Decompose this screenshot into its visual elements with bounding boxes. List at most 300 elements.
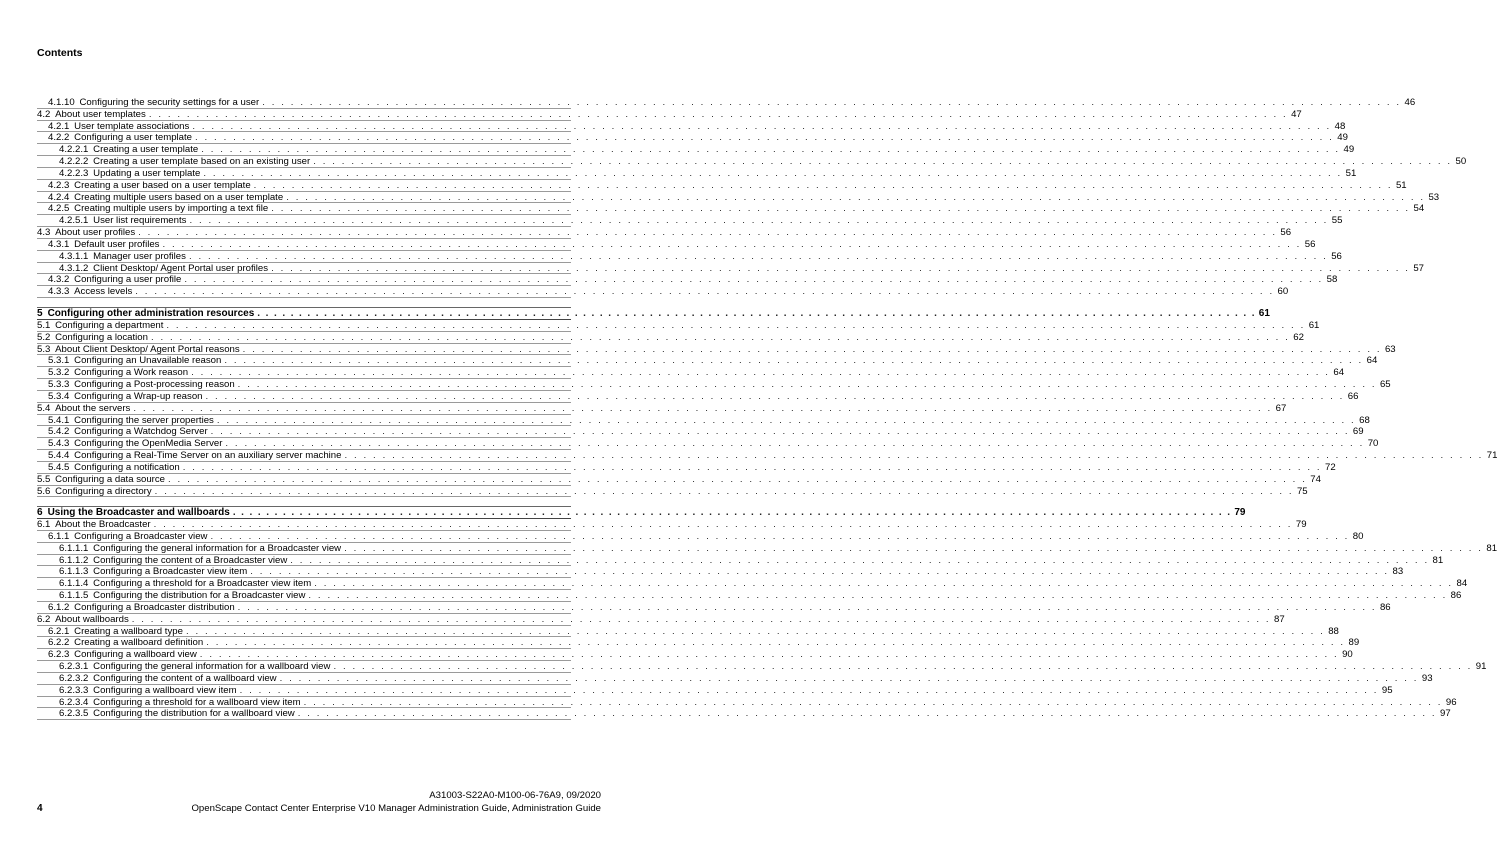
toc-entry-page: 55 [1331,215,1343,227]
toc-entry-title: Configuring the content of a wallboard view [93,672,277,684]
dot-leader: . . . . . . . . . . . . . . . . . . . . . . . . . . . . . . . . . . . . . . . . . . . . . . . . . . . . . . . . . . . . . . . . . . . . . . . . . . . . . . . . . . . . . . . . . . . . . . . . . . . . . . . . . . . . . . . . . . . . . . . . [191,367,1331,379]
toc-entry-page: 54 [1413,203,1425,215]
toc-entry-number: 4.3.3 [48,286,70,298]
toc-entry-page: 87 [1274,613,1285,625]
toc-entry-title: Configuring a threshold for a wallboard view item [93,696,301,708]
toc-entry-title: Configuring other administration resources [47,308,255,320]
toc-entry[interactable] [37,637,1360,649]
toc-entry-title: Creating a user based on a user template [74,179,251,191]
toc-entry-page: 67 [1275,402,1287,414]
toc-entry-title: Creating multiple users based on a user template [74,191,284,203]
toc-entry[interactable] [37,601,1391,614]
toc-entry-page: 63 [1384,343,1396,355]
toc-entry-title: About wallboards [55,613,129,625]
toc-entry-page: 91 [1475,661,1487,673]
toc-entry-label [59,697,301,709]
toc-entry-label [37,320,163,332]
dot-leader: . . . . . . . . . . . . . . . . . . . . . . . . . . . . . . . . . . . . . . . . . . . . . . . . . . . . . . . . . . . . . . . . . . . . . . . . . . . . . . . . . . . . . . . . . . . . . . . . . . . . . . . . . . . . . . . . . . . . . . . . [184,274,1324,286]
toc-entry-number: 6.1.1.3 [59,566,89,578]
toc-entry-page: 74 [1310,473,1321,485]
toc-entry[interactable] [37,625,1339,638]
toc-entry-title: About user templates [55,108,146,120]
document-title: OpenScape Contact Center Enterprise V10 Manager Administration Guide, Administration Guide [191,803,601,814]
toc-entry-label [48,203,268,215]
toc-entry[interactable] [37,438,1379,450]
toc-entry-page: 88 [1328,625,1339,637]
toc-entry-label [59,168,200,180]
toc-entry-number: 5.4.1 [48,414,70,426]
toc-entry-number: 4.3.2 [48,274,70,286]
toc-entry-title: Configuring a wallboard view item [93,684,237,696]
dot-leader: . . . . . . . . . . . . . . . . . . . . . . . . . . . . . . . . . . . . . . . . . . . . . . . . . . . . . . . . . . . . . . . . . . . . . . . . . . . . . . . . . . . . . . . . . . . . . . . . . . . . . . . . . . . . . . . . . . . . . . . . [135,286,1275,298]
toc-entry-page: 69 [1352,426,1364,438]
toc-entry-number: 5.4.3 [48,438,70,450]
toc-entry-label [48,391,203,403]
toc-entry-label [48,180,251,192]
toc-entry-number: 6.2.3.1 [59,661,89,673]
toc-entry-title: Default user profiles [74,238,160,250]
toc-entry-number: 5.4.5 [48,461,70,473]
toc-entry-page: 62 [1293,331,1304,343]
toc-entry-page: 56 [1304,238,1316,250]
toc-entry[interactable] [37,414,1370,427]
toc-entry-number: 5.3.4 [48,390,70,402]
dot-leader: . . . . . . . . . . . . . . . . . . . . . . . . . . . . . . . . . . . . . . . . . . . . . . . . . . . . . . . . . . . . . . . . . . . . . . . . . . . . . . . . . . . . . . . . . . . . . . . . . . . . . . . . . . . . . . . . . . . . . . . . [344,450,1484,462]
toc-entry-number: 4.1.10 [48,97,75,108]
dot-leader: . . . . . . . . . . . . . . . . . . . . . . . . . . . . . . . . . . . . . . . . . . . . . . . . . . . . . . . . . . . . . . . . . . . . . . . . . . . . . . . . . . . . . . . . . . . . . . . . . . . . . . . . . . . . . . . . . . . . . . . . [185,625,1325,637]
toc-entry-page: 64 [1366,355,1378,367]
toc-entry-page: 93 [1421,672,1433,684]
toc-entry-number: 4.2.2 [48,132,70,144]
toc-entry[interactable] [37,167,1357,180]
toc-entry-page: 58 [1326,274,1338,286]
dot-leader: . . . . . . . . . . . . . . . . . . . . . . . . . . . . . . . . . . . . . . . . . . . . . . . . . . . . . . . . . . . . . . . . . . . . . . . . . . . . . . . . . . . . . . . . . . . . . . . . . . . . . . . . . . . . . . . . . . . . . . . . [271,262,1411,274]
toc-entry[interactable] [37,661,1487,673]
toc-entry-label [59,566,247,578]
toc-entry[interactable] [37,390,1359,403]
toc-entry[interactable] [37,554,1444,567]
toc-entry-number: 5.1 [37,319,51,331]
toc-entry-title: Access levels [74,286,133,298]
toc-chapter-gap [37,497,571,507]
toc-entry-label [48,379,235,391]
toc-entry-label [37,332,148,344]
toc-entry-label [59,555,287,567]
toc-entry-title: Creating multiple users by importing a text file [74,203,269,215]
toc-entry-title: Creating a user template [93,144,199,156]
toc-entry-label [37,486,152,498]
toc-entry-number: 4.3.1 [48,238,70,250]
toc-entry[interactable] [37,426,1364,438]
toc-entry[interactable] [37,672,1433,685]
toc-entry-number: 4.3 [37,227,51,239]
toc-entry[interactable] [37,343,1396,356]
toc-entry[interactable] [37,367,1345,379]
dot-leader: . . . . . . . . . . . . . . . . . . . . . . . . . . . . . . . . . . . . . . . . . . . . . . . . . . . . . . . . . . . . . . . . . . . . . . . . . . . . . . . . . . . . . . . . . . . . . . . . . . . . . . . . . . . . . . . . . . . . . . . . [210,426,1350,438]
toc-entry-label [48,286,132,298]
toc-entry-page: 68 [1359,414,1370,426]
dot-leader: . . . . . . . . . . . . . . . . . . . . . . . . . . . . . . . . . . . . . . . . . . . . . . . . . . . . . . . . . . . . . . . . . . . . . . . . . . . . . . . . . . . . . . . . . . . . . . . . . . . . . . . . . . . . . . . . . . . . . . . . [166,319,1306,331]
toc-entry[interactable] [37,708,1451,720]
toc-entry-number: 4.2.5 [48,203,70,215]
toc-entry-title: Configuring the content of a Broadcaster view [93,554,288,566]
toc-entry-label [48,239,159,251]
toc-entry[interactable] [37,649,1353,661]
toc-entry-number: 4.2 [37,108,51,120]
toc-entry-title: User template associations [74,120,190,132]
toc-entry-number: 5.3 [37,343,51,355]
toc-entry[interactable] [37,250,1342,263]
toc-entry-page: 49 [1337,132,1348,144]
toc-entry-page: 66 [1347,390,1359,402]
toc-entry-label [59,263,268,275]
toc-entry-number: 6.2.2 [48,637,70,649]
toc-entry-number: 6.1 [37,519,51,531]
dot-leader: . . . . . . . . . . . . . . . . . . . . . . . . . . . . . . . . . . . . . . . . . . . . . . . . . . . . . . . . . . . . . . . . . . . . . . . . . . . . . . . . . . . . . . . . . . . . . . . . . . . . . . . . . . . . . . . . . . . . . . . . [303,696,1443,708]
document-code: A31003-S22A0-M100-06-76A9, 09/2020 [429,790,601,801]
dot-leader: . . . . . . . . . . . . . . . . . . . . . . . . . . . . . . . . . . . . . . . . . . . . . . . . . . . . . . . . . . . . . . . . . . . . . . . . . . . . . . . . . . . . . . . . . . . . . . . . . . . . . . . . . . . . . . . . . . . . . . . . [232,507,1232,519]
dot-leader: . . . . . . . . . . . . . . . . . . . . . . . . . . . . . . . . . . . . . . . . . . . . . . . . . . . . . . . . . . . . . . . . . . . . . . . . . . . . . . . . . . . . . . . . . . . . . . . . . . . . . . . . . . . . . . . . . . . . . . . . [333,661,1473,673]
dot-leader: . . . . . . . . . . . . . . . . . . . . . . . . . . . . . . . . . . . . . . . . . . . . . . . . . . . . . . . . . . . . . . . . . . . . . . . . . . . . . . . . . . . . . . . . . . . . . . . . . . . . . . . . . . . . . . . . . . . . . . . . [188,250,1328,262]
toc-entry[interactable] [37,331,1304,344]
toc-entry[interactable] [37,97,1416,109]
toc-entry-number: 5.4 [37,402,51,414]
toc-entry-number: 6.2.3 [48,649,70,661]
dot-leader: . . . . . . . . . . . . . . . . . . . . . . . . . . . . . . . . . . . . . . . . . . . . . . . . . . . . . . . . . . . . . . . . . . . . . . . . . . . . . . . . . . . . . . . . . . . . . . . . . . . . . . . . . . . . . . . . . . . . . . . . [250,566,1390,578]
toc-entry[interactable] [37,461,1336,474]
toc-entry[interactable] [37,286,1289,298]
toc-entry-label [59,685,237,697]
toc-entry-title: Configuring a Broadcaster view item [93,566,248,578]
dot-leader: . . . . . . . . . . . . . . . . . . . . . . . . . . . . . . . . . . . . . . . . . . . . . . . . . . . . . . . . . . . . . . . . . . . . . . . . . . . . . . . . . . . . . . . . . . . . . . . . . . . . . . . . . . . . . . . . . . . . . . . . [253,179,1393,191]
toc-entry-label [59,215,186,227]
toc-entry-title: About Client Desktop/ Agent Portal reasons [55,343,240,355]
toc-entry-page: 64 [1333,367,1345,379]
dot-leader: . . . . . . . . . . . . . . . . . . . . . . . . . . . . . . . . . . . . . . . . . . . . . . . . . . . . . . . . . . . . . . . . . . . . . . . . . . . . . . . . . . . . . . . . . . . . . . . . . . . . . . . . . . . . . . . . . . . . . . . . [154,485,1294,497]
toc-entry-label [59,543,341,555]
toc-entry[interactable] [37,613,1285,626]
toc-entry[interactable] [37,108,1302,121]
toc-entry[interactable] [37,132,1348,144]
toc-entry-title: Configuring a directory [55,485,152,497]
toc-entry-title: Configuring a location [55,331,148,343]
toc-entry-number: 6.2.3.2 [59,672,89,684]
toc-entry-title: Configuring the server properties [74,414,214,426]
dot-leader: . . . . . . . . . . . . . . . . . . . . . . . . . . . . . . . . . . . . . . . . . . . . . . . . . . . . . . . . . . . . . . . . . . . . . . . . . . . . . . . . . . . . . . . . . . . . . . . . . . . . . . . . . . . . . . . . . . . . . . . . [313,156,1453,168]
toc-entry[interactable] [37,485,1308,498]
toc-entry-page: 53 [1428,191,1440,203]
toc-entry-page: 71 [1486,450,1497,462]
dot-leader: . . . . . . . . . . . . . . . . . . . . . . . . . . . . . . . . . . . . . . . . . . . . . . . . . . . . . . . . . . . . . . . . . . . . . . . . . . . . . . . . . . . . . . . . . . . . . . . . . . . . . . . . . . . . . . . . . . . . . . . . [290,554,1430,566]
toc-entry-page: 46 [1404,97,1416,108]
toc-entry[interactable] [37,319,1320,332]
toc-entry-label [48,415,214,427]
toc-entry-title: Configuring the OpenMedia Server [74,438,223,450]
dot-leader: . . . . . . . . . . . . . . . . . . . . . . . . . . . . . . . . . . . . . . . . . . . . . . . . . . . . . . . . . . . . . . . . . . . . . . . . . . . . . . . . . . . . . . . . . . . . . . . . . . . . . . . . . . . . . . . . . . . . . . . . [242,343,1382,355]
toc-entry-label [37,507,230,519]
toc-entry[interactable] [37,519,1307,531]
toc-chapter-gap [37,298,571,308]
toc-entry-number: 4.3.1.2 [59,262,89,274]
toc-entry-page: 97 [1440,708,1451,720]
toc-entry-title: Configuring the distribution for a wallboard view [93,708,295,720]
toc-entry-page: 56 [1331,250,1342,262]
toc-entry[interactable] [37,179,1407,192]
dot-leader: . . . . . . . . . . . . . . . . . . . . . . . . . . . . . . . . . . . . . . . . . . . . . . . . . . . . . . . . . . . . . . . . . . . . . . . . . . . . . . . . . . . . . . . . . . . . . . . . . . . . . . . . . . . . . . . . . . . . . . . . [237,601,1377,613]
toc-entry-title: Configuring a user template [74,132,192,144]
toc-entry[interactable] [37,355,1378,367]
toc-entry[interactable] [37,227,1292,239]
toc-entry-title: Configuring a Watchdog Server [74,426,208,438]
toc-entry-title: Configuring a Wrap-up reason [74,390,203,402]
toc-entry-title: Manager user profiles [93,250,186,262]
toc-entry-page: 83 [1392,566,1404,578]
toc-entry-number: 6.1.2 [48,601,70,613]
toc-entry-title: About user profiles [55,227,136,239]
dot-leader: . . . . . . . . . . . . . . . . . . . . . . . . . . . . . . . . . . . . . . . . . . . . . . . . . . . . . . . . . . . . . . . . . . . . . . . . . . . . . . . . . . . . . . . . . . . . . . . . . . . . . . . . . . . . . . . . . . . . . . . . [271,203,1411,215]
toc-entry-page: 47 [1291,108,1302,120]
toc-entry[interactable] [37,473,1321,486]
toc-entry-number: 5 [37,308,43,320]
toc-entry-label [37,308,254,320]
toc-entry-page: 72 [1325,461,1336,473]
toc-entry[interactable] [37,156,1467,168]
toc-entry-label [48,450,341,462]
dot-leader: . . . . . . . . . . . . . . . . . . . . . . . . . . . . . . . . . . . . . . . . . . . . . . . . . . . . . . . . . . . . . . . . . . . . . . . . . . . . . . . . . . . . . . . . . . . . . . . . . . . . . . . . . . . . . . . . . . . . . . . . [168,473,1307,485]
toc-entry-title: About the Broadcaster [55,519,151,531]
toc-entry-label [37,474,165,486]
toc-entry-number: 4.2.2.3 [59,167,89,179]
toc-entry-number: 5.3.3 [48,379,70,391]
toc-entry-number: 4.2.1 [48,120,70,132]
toc-entry-label [48,531,207,543]
toc-entry-label [48,367,188,379]
toc-entry-number: 4.3.1.1 [59,250,89,262]
toc-entry[interactable] [37,238,1316,251]
toc-entry[interactable] [37,402,1287,415]
toc-entry-page: 95 [1381,684,1393,696]
toc-entry[interactable] [37,203,1425,215]
toc-entry-number: 5.5 [37,473,51,485]
toc-entry-title: Configuring a threshold for a Broadcaster view item [93,578,312,590]
toc-entry[interactable] [37,590,1462,602]
toc-entry[interactable] [37,215,1343,227]
toc-entry-page: 50 [1455,156,1467,168]
toc-entry-number: 6 [37,507,43,519]
toc-entry-label [59,156,310,168]
toc-entry-number: 6.2.1 [48,625,70,637]
toc-entry-label [37,614,129,626]
dot-leader: . . . . . . . . . . . . . . . . . . . . . . . . . . . . . . . . . . . . . . . . . . . . . . . . . . . . . . . . . . . . . . . . . . . . . . . . . . . . . . . . . . . . . . . . . . . . . . . . . . . . . . . . . . . . . . . . . . . . . . . . [210,530,1350,542]
running-header: Contents [37,47,83,59]
toc-chapter-entry[interactable] [37,507,1246,519]
toc-entry-page: 79 [1234,507,1246,519]
toc-entry-number: 6.2 [37,613,51,625]
toc-entry-label [48,649,197,661]
toc-entry-label [48,132,192,144]
toc-entry[interactable] [37,274,1338,286]
dot-leader: . . . . . . . . . . . . . . . . . . . . . . . . . . . . . . . . . . . . . . . . . . . . . . . . . . . . . . . . . . . . . . . . . . . . . . . . . . . . . . . . . . . . . . . . . . . . . . . . . . . . . . . . . . . . . . . . . . . . . . . . [133,402,1273,414]
toc-entry-page: 86 [1450,590,1462,602]
dot-leader: . . . . . . . . . . . . . . . . . . . . . . . . . . . . . . . . . . . . . . . . . . . . . . . . . . . . . . . . . . . . . . . . . . . . . . . . . . . . . . . . . . . . . . . . . . . . . . . . . . . . . . . . . . . . . . . . . . . . . . . . [344,542,1484,554]
toc-entry-number: 6.1.1.1 [59,542,89,554]
toc-entry-title: Configuring the general information for a Broadcaster view [93,542,342,554]
toc-entry-label [48,274,181,286]
toc-entry-title: About the servers [55,402,131,414]
toc-entry-label [37,109,146,121]
toc-entry-page: 84 [1456,578,1468,590]
toc-entry-number: 5.4.2 [48,426,70,438]
toc-entry-number: 5.2 [37,331,51,343]
dot-leader: . . . . . . . . . . . . . . . . . . . . . . . . . . . . . . . . . . . . . . . . . . . . . . . . . . . . . . . . . . . . . . . . . . . . . . . . . . . . . . . . . . . . . . . . . . . . . . . . . . . . . . . . . . . . . . . . . . . . . . . . [257,308,1256,320]
toc-entry[interactable] [37,144,1355,156]
toc-entry-title: Configuring the distribution for a Broadcaster view [93,590,306,602]
toc-entry-label [48,462,180,474]
dot-leader: . . . . . . . . . . . . . . . . . . . . . . . . . . . . . . . . . . . . . . . . . . . . . . . . . . . . . . . . . . . . . . . . . . . . . . . . . . . . . . . . . . . . . . . . . . . . . . . . . . . . . . . . . . . . . . . . . . . . . . . . [148,108,1288,120]
toc-entry-title: Configuring a Real-Time Server on an auxiliary server machine [74,450,342,462]
toc-entry-number: 5.6 [37,485,51,497]
toc-entry-page: 86 [1379,601,1391,613]
toc-entry[interactable] [37,566,1404,578]
dot-leader: . . . . . . . . . . . . . . . . . . . . . . . . . . . . . . . . . . . . . . . . . . . . . . . . . . . . . . . . . . . . . . . . . . . . . . . . . . . . . . . . . . . . . . . . . . . . . . . . . . . . . . . . . . . . . . . . . . . . . . . . [237,379,1377,391]
toc-entry-number: 4.2.2.1 [59,144,89,156]
toc-entry[interactable] [37,191,1440,204]
dot-leader: . . . . . . . . . . . . . . . . . . . . . . . . . . . . . . . . . . . . . . . . . . . . . . . . . . . . . . . . . . . . . . . . . . . . . . . . . . . . . . . . . . . . . . . . . . . . . . . . . . . . . . . . . . . . . . . . . . . . . . . . [182,461,1322,473]
toc-entry-title: Configuring a user profile [74,274,182,286]
toc-entry-page: 51 [1395,179,1407,191]
toc-entry-title: Client Desktop/ Agent Portal user profiles [93,262,269,274]
toc-entry[interactable] [37,530,1364,543]
dot-leader: . . . . . . . . . . . . . . . . . . . . . . . . . . . . . . . . . . . . . . . . . . . . . . . . . . . . . . . . . . . . . . . . . . . . . . . . . . . . . . . . . . . . . . . . . . . . . . . . . . . . . . . . . . . . . . . . . . . . . . . . [203,167,1343,179]
table-of-contents [37,97,1497,720]
toc-entry-label [37,519,151,531]
toc-entry-page: 57 [1413,262,1425,274]
toc-entry-label [48,355,221,367]
toc-entry[interactable] [37,684,1393,697]
toc-entry-title: Configuring a wallboard view [74,649,197,661]
toc-chapter-entry[interactable] [37,308,1270,320]
dot-leader: . . . . . . . . . . . . . . . . . . . . . . . . . . . . . . . . . . . . . . . . . . . . . . . . . . . . . . . . . . . . . . . . . . . . . . . . . . . . . . . . . . . . . . . . . . . . . . . . . . . . . . . . . . . . . . . . . . . . . . . . [262,97,1402,108]
toc-entry-label [37,227,135,239]
toc-entry-page: 65 [1379,379,1391,391]
toc-entry-title: Creating a wallboard type [74,625,183,637]
toc-entry-title: Configuring a Post-processing reason [74,379,235,391]
toc-entry-label [48,121,189,133]
toc-entry-label [48,438,222,450]
toc-entry-title: User list requirements [93,215,187,227]
toc-entry[interactable] [37,120,1346,133]
dot-leader: . . . . . . . . . . . . . . . . . . . . . . . . . . . . . . . . . . . . . . . . . . . . . . . . . . . . . . . . . . . . . . . . . . . . . . . . . . . . . . . . . . . . . . . . . . . . . . . . . . . . . . . . . . . . . . . . . . . . . . . . [314,578,1454,590]
dot-leader: . . . . . . . . . . . . . . . . . . . . . . . . . . . . . . . . . . . . . . . . . . . . . . . . . . . . . . . . . . . . . . . . . . . . . . . . . . . . . . . . . . . . . . . . . . . . . . . . . . . . . . . . . . . . . . . . . . . . . . . . [216,414,1356,426]
toc-entry-page: 81 [1432,554,1444,566]
dot-leader: . . . . . . . . . . . . . . . . . . . . . . . . . . . . . . . . . . . . . . . . . . . . . . . . . . . . . . . . . . . . . . . . . . . . . . . . . . . . . . . . . . . . . . . . . . . . . . . . . . . . . . . . . . . . . . . . . . . . . . . . [162,238,1302,250]
dot-leader: . . . . . . . . . . . . . . . . . . . . . . . . . . . . . . . . . . . . . . . . . . . . . . . . . . . . . . . . . . . . . . . . . . . . . . . . . . . . . . . . . . . . . . . . . . . . . . . . . . . . . . . . . . . . . . . . . . . . . . . . [192,120,1332,132]
toc-entry-label [48,192,283,204]
toc-entry-number: 5.3.2 [48,367,70,379]
toc-entry-title: Using the Broadcaster and wallboards [47,507,230,519]
toc-entry-page: 56 [1280,227,1292,239]
toc-entry-number: 6.1.1.5 [59,590,89,602]
toc-entry[interactable] [37,379,1391,391]
dot-leader: . . . . . . . . . . . . . . . . . . . . . . . . . . . . . . . . . . . . . . . . . . . . . . . . . . . . . . . . . . . . . . . . . . . . . . . . . . . . . . . . . . . . . . . . . . . . . . . . . . . . . . . . . . . . . . . . . . . . . . . . [205,390,1345,402]
dot-leader: . . . . . . . . . . . . . . . . . . . . . . . . . . . . . . . . . . . . . . . . . . . . . . . . . . . . . . . . . . . . . . . . . . . . . . . . . . . . . . . . . . . . . . . . . . . . . . . . . . . . . . . . . . . . . . . . . . . . . . . . [199,649,1339,661]
toc-entry-title: Configuring an Unavailable reason [74,355,222,367]
toc-entry-page: 90 [1342,649,1353,661]
toc-entry-title: Configuring a Broadcaster view [74,530,208,542]
toc-entry-page: 70 [1367,438,1379,450]
toc-entry-number: 4.2.5.1 [59,215,89,227]
toc-entry-title: Configuring a department [55,319,164,331]
toc-entry-page: 96 [1445,696,1457,708]
dot-leader: . . . . . . . . . . . . . . . . . . . . . . . . . . . . . . . . . . . . . . . . . . . . . . . . . . . . . . . . . . . . . . . . . . . . . . . . . . . . . . . . . . . . . . . . . . . . . . . . . . . . . . . . . . . . . . . . . . . . . . . . [201,144,1341,156]
toc-entry-label [48,626,183,638]
toc-entry-label [59,673,277,685]
toc-entry-label [37,403,130,415]
toc-entry-page: 49 [1343,144,1355,156]
toc-entry-title: Configuring a Work reason [74,367,189,379]
toc-entry-title: Creating a wallboard definition [74,637,204,649]
toc-entry-page: 89 [1348,637,1360,649]
toc-entry[interactable] [37,450,1497,462]
toc-entry-page: 61 [1308,319,1320,331]
dot-leader: . . . . . . . . . . . . . . . . . . . . . . . . . . . . . . . . . . . . . . . . . . . . . . . . . . . . . . . . . . . . . . . . . . . . . . . . . . . . . . . . . . . . . . . . . . . . . . . . . . . . . . . . . . . . . . . . . . . . . . . . [286,191,1426,203]
dot-leader: . . . . . . . . . . . . . . . . . . . . . . . . . . . . . . . . . . . . . . . . . . . . . . . . . . . . . . . . . . . . . . . . . . . . . . . . . . . . . . . . . . . . . . . . . . . . . . . . . . . . . . . . . . . . . . . . . . . . . . . . [279,672,1419,684]
toc-entry[interactable] [37,262,1425,275]
toc-entry-label [59,708,295,720]
toc-entry-page: 79 [1295,519,1307,531]
toc-entry-title: Configuring the security settings for a user [79,97,260,108]
toc-entry-page: 60 [1277,286,1289,298]
toc-entry-title: Configuring a Broadcaster distribution [74,601,235,613]
dot-leader: . . . . . . . . . . . . . . . . . . . . . . . . . . . . . . . . . . . . . . . . . . . . . . . . . . . . . . . . . . . . . . . . . . . . . . . . . . . . . . . . . . . . . . . . . . . . . . . . . . . . . . . . . . . . . . . . . . . . . . . . [224,355,1364,367]
toc-entry-number: 5.4.4 [48,450,70,462]
toc-entry-number: 5.3.1 [48,355,70,367]
toc-entry-page: 75 [1296,485,1308,497]
toc-entry-number: 4.2.4 [48,191,70,203]
toc-entry-label [48,97,259,109]
toc-entry-label [59,251,186,263]
toc-entry-number: 4.2.2.2 [59,156,89,168]
toc-entry-label [59,661,330,673]
toc-entry-label [37,344,240,356]
page-number: 4 [37,803,43,814]
toc-entry-number: 6.1.1.2 [59,554,89,566]
toc-entry-label [59,590,305,602]
toc-entry-label [48,637,203,649]
toc-entry[interactable] [37,542,1497,555]
toc-entry-title: Creating a user template based on an existing user [93,156,311,168]
toc-entry-page: 51 [1345,167,1357,179]
toc-entry-page: 81 [1486,542,1497,554]
toc-entry-number: 4.2.3 [48,179,70,191]
toc-entry-page: 48 [1334,120,1346,132]
dot-leader: . . . . . . . . . . . . . . . . . . . . . . . . . . . . . . . . . . . . . . . . . . . . . . . . . . . . . . . . . . . . . . . . . . . . . . . . . . . . . . . . . . . . . . . . . . . . . . . . . . . . . . . . . . . . . . . . . . . . . . . . [138,227,1278,239]
dot-leader: . . . . . . . . . . . . . . . . . . . . . . . . . . . . . . . . . . . . . . . . . . . . . . . . . . . . . . . . . . . . . . . . . . . . . . . . . . . . . . . . . . . . . . . . . . . . . . . . . . . . . . . . . . . . . . . . . . . . . . . . [150,331,1290,343]
dot-leader: . . . . . . . . . . . . . . . . . . . . . . . . . . . . . . . . . . . . . . . . . . . . . . . . . . . . . . . . . . . . . . . . . . . . . . . . . . . . . . . . . . . . . . . . . . . . . . . . . . . . . . . . . . . . . . . . . . . . . . . . [206,637,1346,649]
dot-leader: . . . . . . . . . . . . . . . . . . . . . . . . . . . . . . . . . . . . . . . . . . . . . . . . . . . . . . . . . . . . . . . . . . . . . . . . . . . . . . . . . . . . . . . . . . . . . . . . . . . . . . . . . . . . . . . . . . . . . . . . [131,613,1271,625]
dot-leader: . . . . . . . . . . . . . . . . . . . . . . . . . . . . . . . . . . . . . . . . . . . . . . . . . . . . . . . . . . . . . . . . . . . . . . . . . . . . . . . . . . . . . . . . . . . . . . . . . . . . . . . . . . . . . . . . . . . . . . . . [225,438,1365,450]
toc-entry[interactable] [37,696,1457,709]
toc-entry-page: 80 [1352,530,1364,542]
toc-entry-title: Updating a user template [93,167,201,179]
dot-leader: . . . . . . . . . . . . . . . . . . . . . . . . . . . . . . . . . . . . . . . . . . . . . . . . . . . . . . . . . . . . . . . . . . . . . . . . . . . . . . . . . . . . . . . . . . . . . . . . . . . . . . . . . . . . . . . . . . . . . . . . [297,708,1437,720]
toc-entry-title: Configuring a notification [74,461,180,473]
dot-leader: . . . . . . . . . . . . . . . . . . . . . . . . . . . . . . . . . . . . . . . . . . . . . . . . . . . . . . . . . . . . . . . . . . . . . . . . . . . . . . . . . . . . . . . . . . . . . . . . . . . . . . . . . . . . . . . . . . . . . . . . [195,132,1334,144]
toc-entry[interactable] [37,578,1468,590]
toc-entry-number: 6.1.1.4 [59,578,89,590]
toc-entry-title: Configuring the general information for a wallboard view [93,661,331,673]
toc-entry-page: 61 [1258,308,1270,320]
